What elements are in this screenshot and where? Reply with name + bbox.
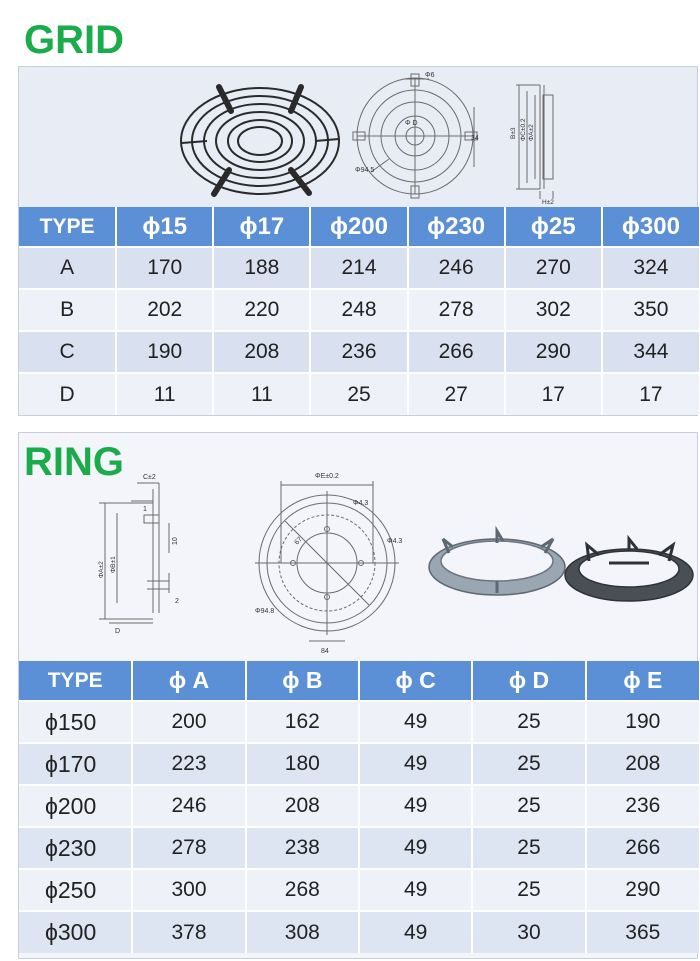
table-cell: 270 bbox=[505, 247, 602, 289]
ring-label-one: 1 bbox=[143, 506, 147, 513]
ring-panel bbox=[18, 432, 698, 959]
table-cell: 202 bbox=[116, 289, 213, 331]
ring-label-d43-right: Φ4.3 bbox=[387, 538, 403, 545]
table-cell: 25 bbox=[472, 785, 585, 827]
grid-label-d6: Φ6 bbox=[425, 72, 435, 79]
table-row bbox=[19, 827, 699, 869]
table-cell: 266 bbox=[408, 331, 505, 373]
ring-3d-dark bbox=[565, 539, 693, 601]
table-cell: 17 bbox=[505, 373, 602, 415]
table-cell: 308 bbox=[246, 911, 359, 953]
table-cell: 162 bbox=[246, 701, 359, 743]
table-cell: 350 bbox=[602, 289, 699, 331]
ring-header-phi-b: ϕ B bbox=[246, 661, 359, 701]
ring-drawing-svg bbox=[19, 463, 699, 661]
table-cell: 266 bbox=[586, 827, 699, 869]
ring-label-d67: 67 bbox=[293, 535, 304, 547]
table-cell: 49 bbox=[359, 911, 472, 953]
grid-label-a2: ΦA±2 bbox=[528, 124, 535, 141]
ring-label-c2: C±2 bbox=[143, 474, 156, 481]
table-cell: 49 bbox=[359, 785, 472, 827]
ring-label-d: D bbox=[115, 628, 121, 635]
table-cell: 17 bbox=[602, 373, 699, 415]
grid-3d-drawing bbox=[181, 87, 339, 194]
table-cell: 290 bbox=[586, 869, 699, 911]
table-row bbox=[19, 785, 699, 827]
ring-table-header-row bbox=[19, 661, 699, 701]
ring-3d-silver bbox=[429, 531, 565, 595]
grid-panel bbox=[18, 66, 698, 416]
table-cell: 49 bbox=[359, 827, 472, 869]
ring-spec-table bbox=[19, 661, 699, 953]
table-cell: 278 bbox=[408, 289, 505, 331]
table-cell: D bbox=[19, 373, 116, 415]
grid-header-phi200: ϕ200 bbox=[310, 207, 407, 247]
table-row bbox=[19, 373, 699, 415]
table-cell: A bbox=[19, 247, 116, 289]
grid-label-c02: ΦC±0.2 bbox=[520, 118, 527, 141]
table-cell: 246 bbox=[408, 247, 505, 289]
table-cell: 290 bbox=[505, 331, 602, 373]
table-cell: 30 bbox=[472, 911, 585, 953]
grid-table-header-row bbox=[19, 207, 699, 247]
grid-header-phi15: ϕ15 bbox=[116, 207, 213, 247]
grid-side-view bbox=[516, 85, 553, 199]
ring-front-view bbox=[255, 481, 399, 641]
table-cell: ϕ200 bbox=[19, 785, 132, 827]
table-cell: 236 bbox=[586, 785, 699, 827]
table-row bbox=[19, 701, 699, 743]
table-cell: ϕ150 bbox=[19, 701, 132, 743]
table-cell: 49 bbox=[359, 701, 472, 743]
ring-side-section bbox=[99, 483, 169, 623]
table-cell: 170 bbox=[116, 247, 213, 289]
ring-section-title: RING bbox=[24, 440, 124, 484]
table-row bbox=[19, 869, 699, 911]
grid-label-d34: 34 bbox=[471, 135, 479, 142]
table-cell: 49 bbox=[359, 869, 472, 911]
table-cell: 365 bbox=[586, 911, 699, 953]
ring-header-phi-a: ϕ A bbox=[132, 661, 245, 701]
table-cell: ϕ300 bbox=[19, 911, 132, 953]
table-cell: 220 bbox=[213, 289, 310, 331]
table-cell: 324 bbox=[602, 247, 699, 289]
table-cell: 223 bbox=[132, 743, 245, 785]
table-cell: 180 bbox=[246, 743, 359, 785]
table-cell: 25 bbox=[472, 827, 585, 869]
table-cell: 190 bbox=[116, 331, 213, 373]
table-cell: ϕ250 bbox=[19, 869, 132, 911]
table-cell: 11 bbox=[116, 373, 213, 415]
ring-label-two: 2 bbox=[175, 598, 179, 605]
table-cell: 25 bbox=[472, 743, 585, 785]
grid-label-d94: Φ94.5 bbox=[355, 167, 375, 174]
table-cell: 238 bbox=[246, 827, 359, 869]
table-cell: 25 bbox=[472, 869, 585, 911]
table-cell: 208 bbox=[246, 785, 359, 827]
ring-label-d948: Φ94.8 bbox=[255, 608, 275, 615]
table-cell: 49 bbox=[359, 743, 472, 785]
table-cell: 278 bbox=[132, 827, 245, 869]
grid-front-view bbox=[353, 74, 477, 198]
grid-label-b3: B±3 bbox=[510, 127, 517, 139]
table-cell: 27 bbox=[408, 373, 505, 415]
grid-header-phi300: ϕ300 bbox=[602, 207, 699, 247]
table-cell: B bbox=[19, 289, 116, 331]
ring-label-b1: ΦB±1 bbox=[110, 556, 117, 573]
table-cell: ϕ230 bbox=[19, 827, 132, 869]
table-cell: 302 bbox=[505, 289, 602, 331]
ring-label-a2: ΦA±2 bbox=[98, 561, 105, 578]
grid-drawing-svg bbox=[19, 67, 699, 207]
ring-header-type: TYPE bbox=[19, 661, 132, 701]
grid-header-phi17: ϕ17 bbox=[213, 207, 310, 247]
table-cell: 378 bbox=[132, 911, 245, 953]
table-cell: 25 bbox=[472, 701, 585, 743]
table-cell: 25 bbox=[310, 373, 407, 415]
table-cell: 208 bbox=[586, 743, 699, 785]
table-cell: 300 bbox=[132, 869, 245, 911]
grid-label-phi-d: Φ D bbox=[405, 120, 418, 127]
ring-label-d84: 84 bbox=[321, 648, 329, 655]
table-cell: 246 bbox=[132, 785, 245, 827]
table-cell: 200 bbox=[132, 701, 245, 743]
table-cell: 236 bbox=[310, 331, 407, 373]
grid-section-title: GRID bbox=[24, 18, 124, 62]
ring-header-phi-c: ϕ C bbox=[359, 661, 472, 701]
ring-label-d43-top: Φ4.3 bbox=[353, 500, 369, 507]
table-cell: 11 bbox=[213, 373, 310, 415]
table-cell: 344 bbox=[602, 331, 699, 373]
ring-label-ten: 10 bbox=[172, 537, 179, 545]
ring-drawings bbox=[19, 463, 699, 661]
ring-header-phi-e: ϕ E bbox=[586, 661, 699, 701]
table-row bbox=[19, 247, 699, 289]
table-cell: 214 bbox=[310, 247, 407, 289]
ring-label-e02: ΦE±0.2 bbox=[315, 473, 339, 480]
table-cell: 248 bbox=[310, 289, 407, 331]
table-cell: 208 bbox=[213, 331, 310, 373]
table-cell: 268 bbox=[246, 869, 359, 911]
grid-header-phi25: ϕ25 bbox=[505, 207, 602, 247]
grid-spec-table bbox=[19, 207, 699, 415]
ring-header-phi-d: ϕ D bbox=[472, 661, 585, 701]
grid-label-h2: H±2 bbox=[542, 199, 554, 206]
table-row bbox=[19, 743, 699, 785]
table-row bbox=[19, 289, 699, 331]
grid-drawings bbox=[19, 67, 699, 207]
grid-header-type: TYPE bbox=[19, 207, 116, 247]
table-row bbox=[19, 911, 699, 953]
grid-header-phi230: ϕ230 bbox=[408, 207, 505, 247]
table-cell: ϕ170 bbox=[19, 743, 132, 785]
table-cell: 190 bbox=[586, 701, 699, 743]
table-cell: 188 bbox=[213, 247, 310, 289]
table-cell: C bbox=[19, 331, 116, 373]
table-row bbox=[19, 331, 699, 373]
